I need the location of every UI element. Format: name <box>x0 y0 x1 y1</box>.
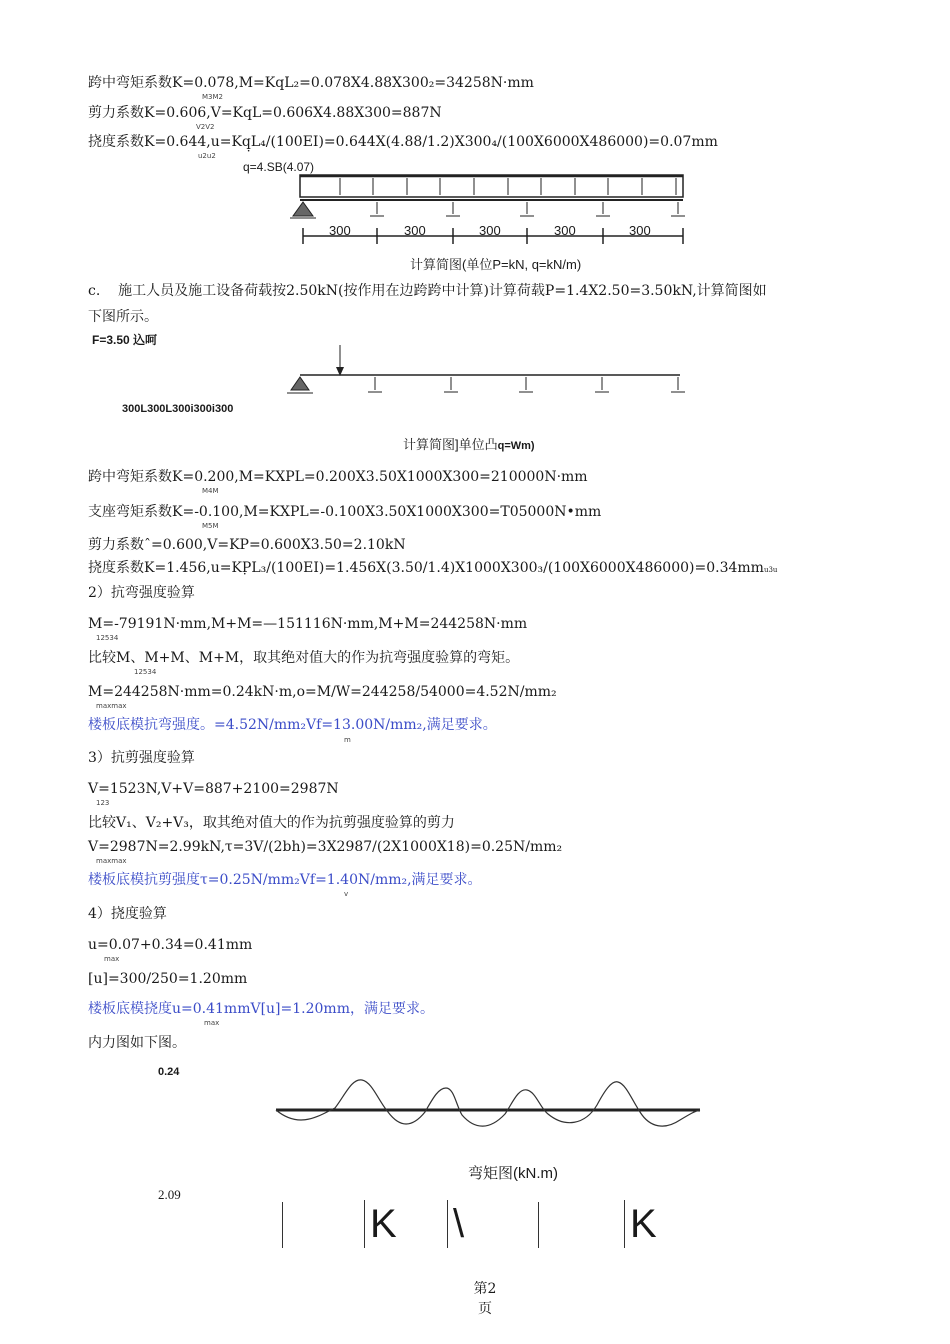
subscript-note: 12534 <box>96 634 119 642</box>
shear-bar <box>447 1200 448 1248</box>
diagram-caption: 计算简图]单位凸q=Wm) <box>403 437 535 452</box>
shear-mark: K <box>370 1202 397 1246</box>
deflection-sum-line: u=0.07+0.34=0.41mm <box>88 937 253 953</box>
shear-bar <box>624 1200 625 1248</box>
shear-mark: \ <box>453 1202 465 1246</box>
diagram-caption: 计算简图(单位P=kN, q=kN/m) <box>410 257 582 272</box>
shear-line: 剪力系数ˆ=0.600,V=KP=0.600X3.50=2.10kN <box>88 537 406 553</box>
page-number-suffix: 页 <box>478 1301 492 1317</box>
page-number: 第2 <box>473 1281 497 1297</box>
bending-result-line: M=244258N·mm=0.24kN·m,o=M/W=244258/54000=4.52N/mm₂ <box>88 684 557 700</box>
deflection-line: 挠度系数K=1.456,u=KP̣L₃/(100EI)=1.456X(3.50/1.4)X1000X300₃/(100X6000X486000)=0.34mmu3u <box>88 560 778 576</box>
shear-values-line: V=1523N,V+V=887+2100=2987N <box>88 781 339 797</box>
span-label: 300 <box>554 223 576 238</box>
subscript-note: u2u2 <box>198 152 216 160</box>
section-heading: 4）挠度验算 <box>88 906 167 922</box>
subscript-note: M4M <box>202 487 219 495</box>
shear-line: 剪力系数K=0.606,V=KqL=0.606X4.88X300=887N <box>88 105 442 121</box>
subscript-note: M5M <box>202 522 219 530</box>
shear-bar <box>364 1200 365 1248</box>
compare-line: 比较M、M+M、M+M，取其绝对值大的作为抗弯强度验算的弯矩。 <box>88 650 520 666</box>
subscript-note: v <box>344 890 349 898</box>
subscript-note: max <box>104 955 120 963</box>
bending-conclusion: 楼板底模抗弯强度。=4.52N/mm₂Vf=13.00N/mm₂,满足要求。 <box>88 717 497 733</box>
uniform-load-label: q=4.SB(4.07) <box>243 160 315 174</box>
subscript-note: maxmax <box>96 857 127 865</box>
support-moment-line: 支座弯矩系数K=-0.100,M=KXPL=-0.100X3.50X1000X300=T05000N•mm <box>88 504 602 520</box>
midspan-moment-line: 跨中弯矩系数K=0.078,M=KqL₂=0.078X4.88X300₂=34258N·mm <box>88 75 534 91</box>
span-labels: 300L300L300i300i300 <box>122 403 234 415</box>
shear-bar <box>538 1202 539 1248</box>
subscript-note: max <box>204 1019 220 1027</box>
moment-values-line: M=-79191N·mm,M+M=—151116N·mm,M+M=244258N·mm <box>88 616 528 632</box>
subscript-note: m <box>344 736 351 744</box>
subscript-note: V2V2 <box>196 123 215 131</box>
section-heading: 3）抗剪强度验算 <box>88 750 195 766</box>
compare-line: 比较V₁、V₂+V₃，取其绝对值大的作为抗剪强度验算的剪力 <box>88 815 455 831</box>
shear-bar <box>282 1202 283 1248</box>
internal-force-intro: 内力图如下图。 <box>88 1035 186 1051</box>
subscript-note: 123 <box>96 799 110 807</box>
paragraph-c-line2: 下图所示。 <box>88 309 158 325</box>
moment-curve <box>276 1080 700 1126</box>
deflection-limit-line: [u]=300/250=1.20mm <box>88 971 248 987</box>
point-load-label: F=3.50 込呵 <box>92 333 158 347</box>
moment-diagram-caption: 弯矩图(kN.m) <box>468 1165 558 1182</box>
section-heading: 2）抗弯强度验算 <box>88 585 195 601</box>
span-label: 300 <box>329 223 351 238</box>
deflection-line: 挠度系数K=0.644,u=Kq̣L₄/(100EI)=0.644X(4.88/1.2)X300₄/(100X6000X486000)=0.07mm <box>88 134 718 150</box>
shear-conclusion: 楼板底模抗剪强度τ=0.25N/mm₂Vf=1.40N/mm₂,满足要求。 <box>88 872 482 888</box>
shear-result-line: V=2987N=2.99kN,τ=3V/(2bh)=3X2987/(2X1000X18)=0.25N/mm₂ <box>88 839 563 855</box>
midspan-moment-line: 跨中弯矩系数K=0.200,M=KXPL=0.200X3.50X1000X300=210000N·mm <box>88 469 588 485</box>
deflection-conclusion: 楼板底模挠度u=0.41mmV[u]=1.20mm，满足要求。 <box>88 1001 434 1017</box>
span-label: 300 <box>404 223 426 238</box>
subscript-note: maxmax <box>96 702 127 710</box>
shear-mark: K <box>630 1202 657 1246</box>
span-label: 300 <box>629 223 651 238</box>
paragraph-c-line1: c. 施工人员及施工设备荷载按2.50kN(按作用在边跨跨中计算)计算荷载P=1.4X2.50=3.50kN,计算简图如 <box>88 283 767 299</box>
shear-max-label: 2.09 <box>158 1187 181 1202</box>
span-label: 300 <box>479 223 501 238</box>
subscript-note: 12534 <box>134 668 157 676</box>
moment-max-label: 0.24 <box>158 1066 180 1078</box>
subscript-note: M3M2 <box>202 93 223 101</box>
